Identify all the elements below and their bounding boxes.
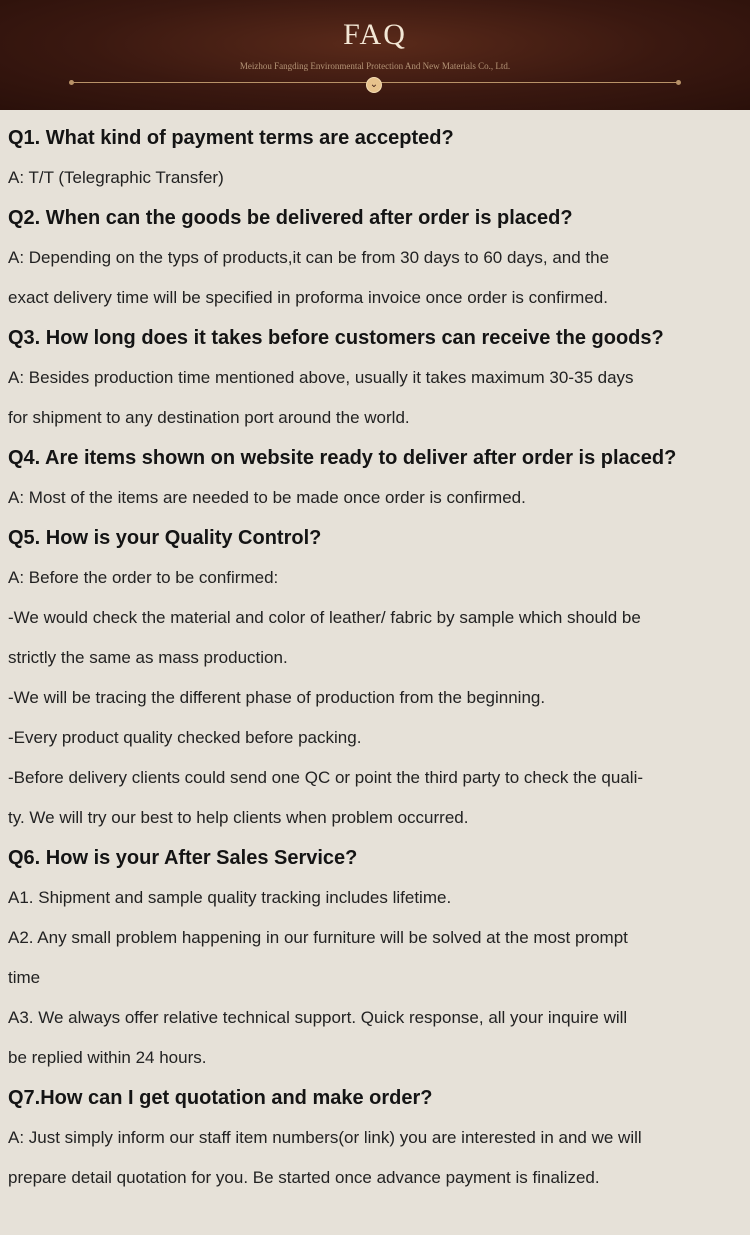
faq-answer-line: A: Depending on the typs of products,it can be from 30 days to 60 days, and the: [8, 248, 610, 267]
faq-answer-line: -Every product quality checked before packing.: [8, 728, 362, 747]
company-name: Meizhou Fangding Environmental Protection And New Materials Co., Ltd.: [239, 61, 511, 71]
faq-question: Q5. How is your Quality Control?: [8, 527, 322, 549]
page-title: FAQ: [343, 18, 407, 51]
faq-answer-line: -We would check the material and color of leather/ fabric by sample which should be: [8, 608, 641, 627]
faq-answer-line: be replied within 24 hours.: [8, 1048, 207, 1067]
faq-answer-line: for shipment to any destination port around the world.: [8, 408, 410, 427]
faq-answer-line: time: [8, 968, 41, 987]
faq-answer-line: strictly the same as mass production.: [8, 648, 288, 667]
faq-answer-line: A: Most of the items are needed to be made once order is confirmed.: [8, 488, 526, 507]
faq-answer-line: prepare detail quotation for you. Be started once advance payment is finalized.: [8, 1168, 600, 1187]
faq-answer-line: -Before delivery clients could send one QC or point the third party to check the quali-: [8, 768, 644, 787]
faq-answer-line: A: Before the order to be confirmed:: [8, 568, 279, 587]
chevron-down-icon: ⌄: [366, 77, 382, 93]
faq-question: Q6. How is your After Sales Service?: [8, 847, 358, 869]
faq-answer-line: ty. We will try our best to help clients when problem occurred.: [8, 808, 469, 827]
faq-answer-line: A: T/T (Telegraphic Transfer): [8, 168, 224, 187]
faq-answer-line: A: Just simply inform our staff item numbers(or link) you are interested in and we will: [8, 1128, 642, 1147]
faq-answer-line: -We will be tracing the different phase of production from the beginning.: [8, 688, 546, 707]
faq-answer-line: A2. Any small problem happening in our furniture will be solved at the most prompt: [8, 928, 628, 947]
faq-question: Q4. Are items shown on website ready to deliver after order is placed?: [8, 447, 677, 469]
divider-dot-right: [676, 80, 681, 85]
faq-answer-line: A1. Shipment and sample quality tracking includes lifetime.: [8, 888, 452, 907]
faq-question: Q3. How long does it takes before customers can receive the goods?: [8, 327, 664, 349]
faq-answer-line: exact delivery time will be specified in proforma invoice once order is confirmed.: [8, 288, 608, 307]
faq-list: [8, 118, 748, 1198]
faq-banner: [0, 0, 750, 110]
faq-answer-line: A3. We always offer relative technical support. Quick response, all your inquire will: [8, 1008, 628, 1027]
faq-question: Q1. What kind of payment terms are accepted?: [8, 127, 454, 149]
divider-dot-left: [69, 80, 74, 85]
faq-question: Q7.How can I get quotation and make order?: [8, 1087, 433, 1109]
faq-question: Q2. When can the goods be delivered after order is placed?: [8, 207, 573, 229]
faq-answer-line: A: Besides production time mentioned above, usually it takes maximum 30-35 days: [8, 368, 634, 387]
